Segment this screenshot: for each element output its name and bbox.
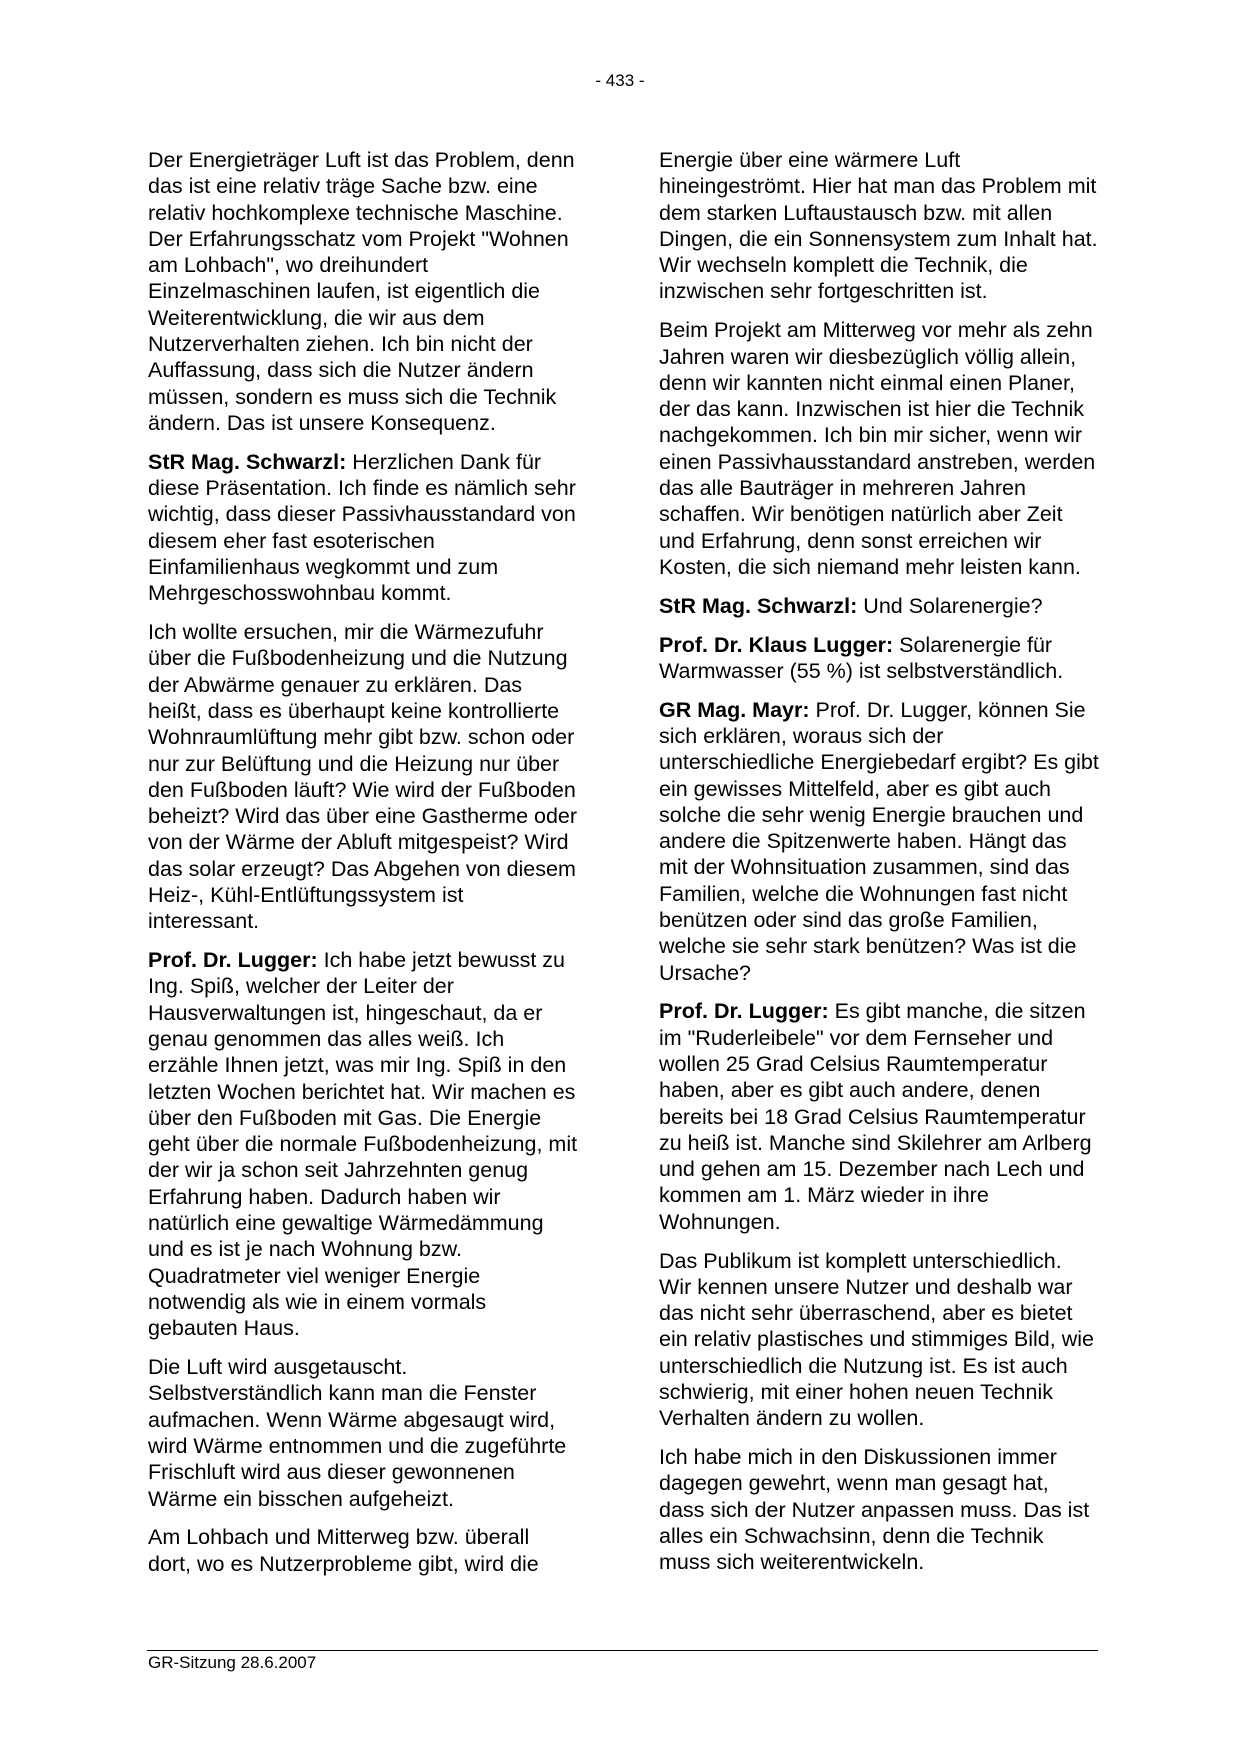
speaker-name: Prof. Dr. Lugger: — [148, 948, 318, 973]
footer-session-date: GR-Sitzung 28.6.2007 — [148, 1653, 317, 1672]
paragraph-text: Ich habe jetzt bewusst zu Ing. Spiß, welcher der Leiter der Hausverwaltungen ist, hingeschaut, da er genau genommen das alles weiß. Ich erzähle Ihnen jetzt, was mir Ing. Spiß in den letzten Wochen berichtet hat. Wir machen es über den Fußboden mit Gas. Die Energie geht über die normale Fußbodenheizung, mit der wir ja schon seit Jahrzehnten genug Erfahrung haben. Dadurch haben wir natürlich eine gewaltige Wärmedämmung und es ist je nach Wohnung bzw. Quadratmeter viel weniger Energie notwendig als wie in einem vormals gebauten Haus. — [148, 948, 578, 1341]
paragraph — [659, 147, 1099, 305]
paragraph-text: Und Solarenergie? — [857, 593, 1043, 618]
paragraph-text: Beim Projekt am Mitterweg vor mehr als zehn Jahren waren wir diesbezüglich völlig allein, denn wir kannten nicht einmal einen Planer, der das kann. Inzwischen ist hier die Technik nachgekommen. Ich bin mir sicher, wenn wir einen Passivhausstandard anstreben, werden das alle Bauträger in mehreren Jahren schaffen. Wir benötigen natürlich aber Zeit und Erfahrung, denn sonst erreichen wir Kosten, die sich niemand mehr leisten kann. — [659, 318, 1096, 579]
paragraph-text: Der Energieträger Luft ist das Problem, denn das ist eine relativ träge Sache bzw. eine relativ hochkomplexe technische Maschine. Der Erfahrungsschatz vom Projekt "Wohnen am Lohbach", wo dreihundert Einzelmaschinen laufen, ist eigentlich die Weiterentwicklung, die wir aus dem Nutzerverhalten ziehen. Ich bin nicht der Auffassung, dass sich die Nutzer ändern müssen, sondern es muss sich die Technik ändern. Das ist unsere Konsequenz. — [148, 148, 575, 435]
paragraph-text: Herzlichen Dank für diese Präsentation. Ich finde es nämlich sehr wichtig, dass dieser Passivhausstandard von diesem eher fast esoterischen Einfamilienhaus wegkommt und zum Mehrgeschosswohnbau kommt. — [148, 449, 576, 606]
paragraph-text: Am Lohbach und Mitterweg bzw. überall dort, wo es Nutzerprobleme gibt, wird die — [148, 1525, 539, 1576]
footer-divider — [147, 1650, 1098, 1651]
paragraph — [659, 697, 1099, 986]
paragraph-text: Ich wollte ersuchen, mir die Wärmezufuhr über die Fußbodenheizung und die Nutzung der Abwärme genauer zu erklären. Das heißt, dass es überhaupt keine kontrollierte Wohnraumlüftung mehr gibt bzw. schon oder nur zur Belüftung und die Heizung nur über den Fußboden läuft? Wie wird der Fußboden beheizt? Wird das über eine Gastherme oder von der Wärme der Abluft mitgespeist? Wird das solar erzeugt? Das Abgehen von diesem Heiz-, Kühl-Entlüftungssystem ist interessant. — [148, 620, 578, 934]
speaker-name: GR Mag. Mayr: — [659, 697, 810, 722]
paragraph — [148, 1524, 578, 1577]
right-column — [659, 147, 1099, 1588]
paragraph — [148, 619, 578, 935]
speaker-name: StR Mag. Schwarzl: — [659, 593, 858, 618]
speaker-name: Prof. Dr. Lugger: — [659, 999, 829, 1024]
paragraph — [659, 1444, 1099, 1575]
paragraph — [148, 1354, 578, 1512]
paragraph — [659, 1248, 1099, 1432]
page-number: - 433 - — [595, 71, 645, 90]
paragraph — [659, 593, 1099, 619]
paragraph-text: Energie über eine wärmere Luft hineingeströmt. Hier hat man das Problem mit dem starken Luftaustausch bzw. mit allen Dingen, die ein Sonnensystem zum Inhalt hat. Wir wechseln komplett die Technik, die inzwischen sehr fortgeschritten ist. — [659, 148, 1098, 304]
paragraph-text: Die Luft wird ausgetauscht. Selbstverständlich kann man die Fenster aufmachen. Wenn Wärme abgesaugt wird, wird Wärme entnommen und die zugeführte Frischluft wird aus dieser gewonnenen Wärme ein bisschen aufgeheizt. — [148, 1355, 567, 1511]
paragraph-text: Es gibt manche, die sitzen im "Ruderleibele" vor dem Fernseher und wollen 25 Grad Celsius Raumtemperatur haben, aber es gibt auch andere, denen bereits bei 18 Grad Celsius Raumtemperatur zu heiß ist. Manche sind Skilehrer am Arlberg und gehen am 15. Dezember nach Lech und kommen am 1. März wieder in ihre Wohnungen. — [659, 999, 1092, 1234]
speaker-name: StR Mag. Schwarzl: — [148, 449, 347, 474]
paragraph — [659, 317, 1099, 580]
paragraph-text: Solarenergie für Warmwasser (55 %) ist selbstverständlich. — [659, 632, 1064, 683]
paragraph — [148, 947, 578, 1341]
left-column — [148, 147, 578, 1589]
paragraph — [659, 632, 1099, 685]
paragraph-text: Das Publikum ist komplett unterschiedlich. Wir kennen unsere Nutzer und deshalb war das nicht sehr überraschend, aber es bietet ein relativ plastisches und stimmiges Bild, wie unterschiedlich die Nutzung ist. Es ist auch schwierig, mit einer hohen neuen Technik Verhalten ändern zu wollen. — [659, 1248, 1094, 1431]
speaker-name: Prof. Dr. Klaus Lugger: — [659, 632, 894, 657]
paragraph — [148, 449, 578, 607]
paragraph — [659, 998, 1099, 1235]
paragraph-text: Prof. Dr. Lugger, können Sie sich erklären, woraus sich der unterschiedliche Energiebedarf ergibt? Es gibt ein gewisses Mittelfeld, aber es gibt auch solche die sehr wenig Energie brauchen und andere die Spitzenwerte haben. Hängt das mit der Wohnsituation zusammen, sind das Familien, welche die Wohnungen fast nicht benützen oder sind das große Familien, welche sie sehr stark benützen? Was ist die Ursache? — [659, 697, 1099, 985]
paragraph — [148, 147, 578, 436]
paragraph-text: Ich habe mich in den Diskussionen immer dagegen gewehrt, wenn man gesagt hat, dass sich der Nutzer anpassen muss. Das ist alles ein Schwachsinn, denn die Technik muss sich weiterentwickeln. — [659, 1445, 1090, 1575]
